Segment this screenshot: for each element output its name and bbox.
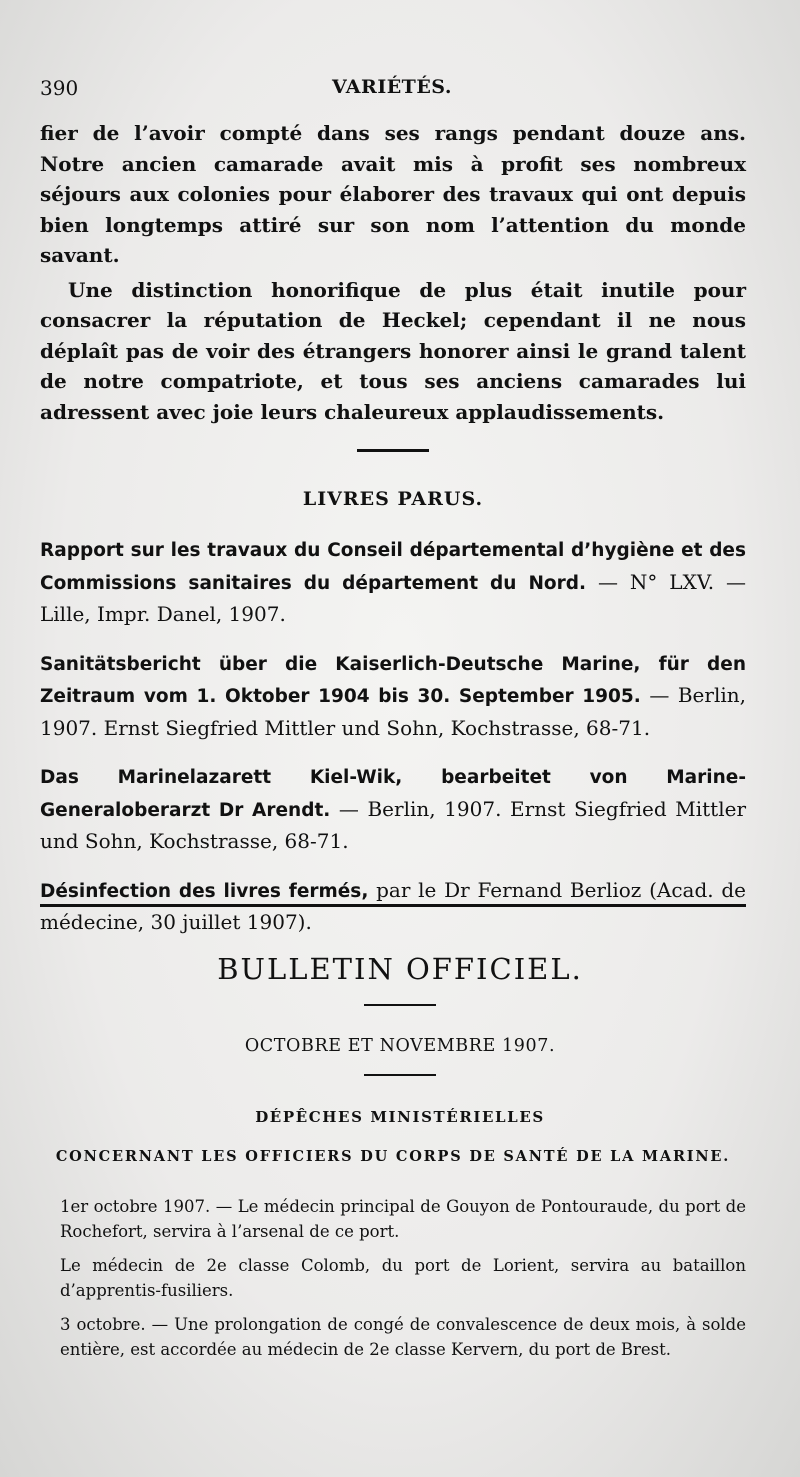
paragraph-continuation: fier de l’avoir compté dans ses rangs pendant douze ans. Notre ancien camarade avait mis à profit ses nombreux séjours aux colonies pour élaborer des travaux qui ont depuis bien longtemps attiré sur son nom l’attention du monde savant. — [40, 121, 746, 267]
page-number: 390 — [40, 76, 79, 100]
book-entry — [40, 761, 746, 857]
bulletin-item: Le médecin de 2e classe Colomb, du port de Lorient, servira au bataillon d’apprentis-fusiliers. — [60, 1256, 746, 1300]
book-entry — [40, 534, 746, 630]
section-divider — [357, 449, 429, 452]
bulletin-item: 3 octobre. — Une prolongation de congé de convalescence de deux mois, à solde entière, est accordée au médecin de 2e classe Kervern, du port de Brest. — [60, 1315, 746, 1359]
bulletin-title: BULLETIN OFFICIEL. — [217, 952, 583, 986]
paragraph-heckel: Une distinction honorifique de plus était inutile pour consacrer la réputation de Heckel; cependant il ne nous déplaît pas de voir des étrangers honorer ainsi le grand talent de notre compatriote, et tous ses anciens camarades lui adressent avec joie leurs chaleureux applaudissements. — [40, 277, 746, 424]
title-divider — [364, 1004, 436, 1006]
page-header — [40, 76, 744, 106]
book-title: Désinfection des livres fermés, — [40, 880, 369, 902]
book-details: par le Dr Fernand Berlioz (Acad. de médecine, 30 juillet 1907). — [40, 877, 747, 934]
bulletin-item: 1er octobre 1907. — Le médecin principal de Gouyon de Pontouraude, du port de Rochefort, servira à l’arsenal de ce port. — [60, 1197, 746, 1241]
bulletin-month: OCTOBRE ET NOVEMBRE 1907. — [244, 1036, 556, 1056]
section-title-livres: LIVRES PARUS. — [302, 488, 484, 510]
long-divider — [40, 904, 746, 907]
running-title: VARIÉTÉS. — [332, 76, 452, 98]
page-body — [40, 118, 746, 938]
book-title: Rapport sur les travaux du Conseil départemental d’hygiène et des Commissions sanitaires du département du Nord. — [40, 540, 746, 594]
book-details: — Berlin, 1907. Ernst Siegfried Mittler und Sohn, Kochstrasse, 68-71. — [40, 796, 747, 853]
book-title: Das Marinelazarett Kiel-Wik, bearbeitet von Marine-Generaloberarzt Dr Arendt. — [40, 767, 746, 821]
book-details: — N° LXV. — Lille, Impr. Danel, 1907. — [40, 569, 747, 626]
book-title: Sanitätsbericht über die Kaiserlich-Deutsche Marine, für den Zeitraum vom 1. Oktober 1904 bis 30. September 1905. — [40, 653, 746, 707]
month-divider — [364, 1074, 436, 1076]
book-details: — Berlin, 1907. Ernst Siegfried Mittler und Sohn, Kochstrasse, 68-71. — [40, 683, 746, 740]
concern-subtitle: CONCERNANT LES OFFICIERS DU CORPS DE SANTÉ DE LA MARINE. — [55, 1148, 731, 1165]
depeches-title: DÉPÊCHES MINISTÉRIELLES — [255, 1108, 545, 1126]
book-entry — [40, 648, 746, 744]
